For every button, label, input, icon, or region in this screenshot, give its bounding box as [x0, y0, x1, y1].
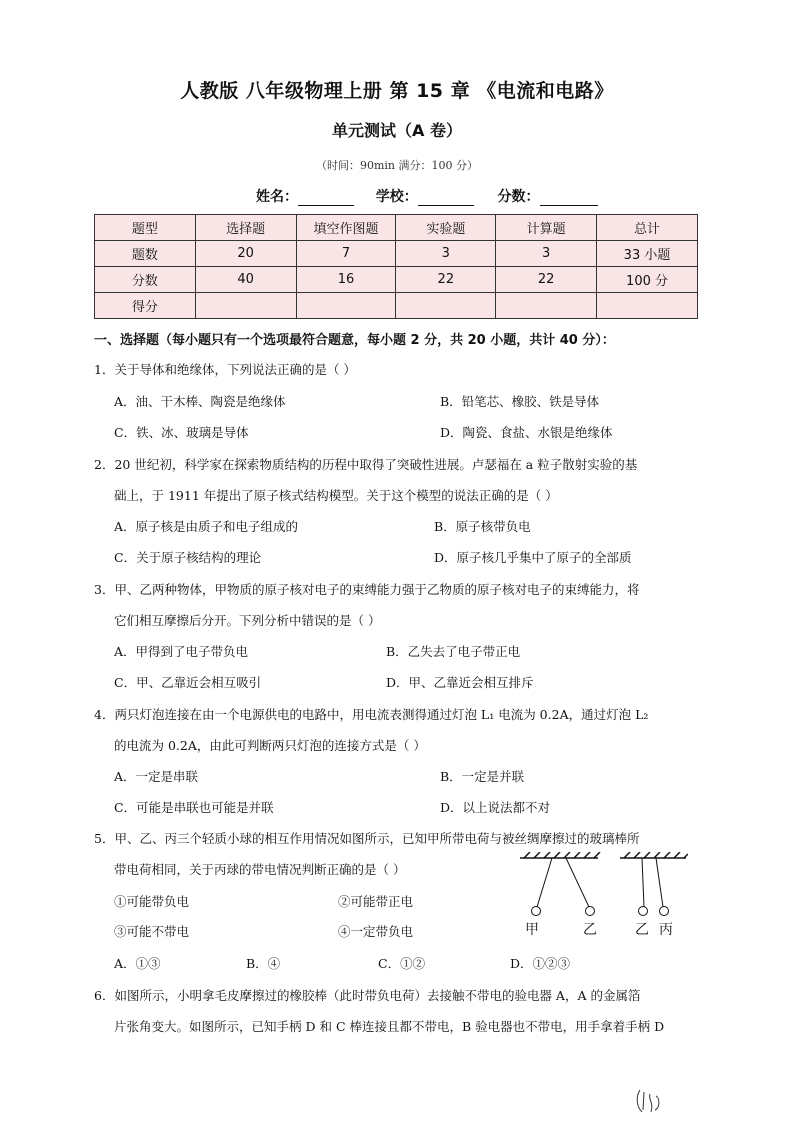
- table-row: [95, 293, 698, 319]
- table-cell: 题数: [95, 241, 196, 267]
- score-entry-cell[interactable]: [195, 293, 296, 319]
- q5-option-d[interactable]: D．①②③: [510, 956, 571, 971]
- page-subtitle: 单元测试（A 卷）: [332, 121, 462, 140]
- score-entry-cell[interactable]: [396, 293, 496, 319]
- table-cell: 分数: [95, 267, 196, 293]
- table-cell: 22: [396, 267, 496, 293]
- name-label: 姓名：: [256, 189, 298, 205]
- q4-option-a[interactable]: A．一定是串联: [114, 769, 199, 784]
- table-cell: 3: [396, 241, 496, 267]
- section-heading: 一、选择题（每小题只有一个选项最符合题意，每小题 2 分，共 20 小题，共计 40 分）：: [94, 333, 615, 348]
- page-title: 人教版 八年级物理上册 第 15 章 《电流和电路》: [180, 80, 614, 102]
- label-yi-2: 乙: [635, 922, 649, 938]
- q5-option-a[interactable]: A．①③: [114, 956, 161, 971]
- table-cell: 16: [296, 267, 396, 293]
- q1-option-b[interactable]: B．铅笔芯、橡胶、铁是导体: [440, 394, 600, 409]
- q3-option-c[interactable]: C．甲、乙靠近会相互吸引: [114, 675, 262, 690]
- score-label: 分数：: [497, 189, 540, 205]
- q3-option-d[interactable]: D．甲、乙靠近会相互排斥: [386, 675, 534, 690]
- ball-jia: [532, 907, 541, 916]
- question-3-stem: 3．甲、乙两种物体，甲物质的原子核对电子的束缚能力强于乙物质的原子核对电子的束缚能力，将: [94, 582, 640, 597]
- question-3-stem: 它们相互摩擦后分开。下列分析中错误的是（ ）: [114, 613, 381, 628]
- ball-bing: [660, 907, 669, 916]
- q4-option-c[interactable]: C．可能是串联也可能是并联: [114, 800, 274, 815]
- table-cell: 100 分: [597, 267, 698, 293]
- label-bing: 丙: [659, 922, 673, 938]
- score-entry-cell[interactable]: [296, 293, 396, 319]
- page-mark-icon: [634, 1086, 674, 1116]
- table-header-row: [95, 215, 698, 241]
- school-label: 学校：: [375, 189, 418, 205]
- question-1-stem: 1．关于导体和绝缘体，下列说法正确的是（ ）: [94, 362, 356, 377]
- question-5-stem: 带电荷相同，关于丙球的带电情况判断正确的是（ ）: [114, 862, 406, 877]
- question-4-stem: 4．两只灯泡连接在由一个电源供电的电路中，用电流表测得通过灯泡 L₁ 电流为 0.2A，通过灯泡 L₂: [94, 707, 649, 722]
- q1-option-d[interactable]: D．陶瓷、食盐、水银是绝缘体: [440, 425, 613, 440]
- q5-statement-1: ①可能带负电: [114, 894, 190, 909]
- q2-option-d[interactable]: D．原子核几乎集中了原子的全部质: [434, 550, 632, 565]
- school-blank[interactable]: [418, 191, 474, 206]
- ball-yi-2: [639, 907, 648, 916]
- q5-option-c[interactable]: C．①②: [378, 956, 426, 971]
- table-cell: 3: [496, 241, 597, 267]
- table-cell: 题型: [95, 215, 196, 241]
- thread-bing: [656, 858, 663, 907]
- q5-option-b[interactable]: B．④: [246, 956, 281, 971]
- label-jia: 甲: [525, 922, 539, 938]
- table-cell: 总计: [597, 215, 698, 241]
- q4-option-b[interactable]: B．一定是并联: [440, 769, 525, 784]
- q3-option-a[interactable]: A．甲得到了电子带负电: [114, 644, 249, 659]
- table-cell: 选择题: [195, 215, 296, 241]
- score-entry-cell[interactable]: [496, 293, 597, 319]
- student-info: [256, 186, 598, 206]
- question-6-stem: 片张角变大。如图所示，已知手柄 D 和 C 棒连接且都不带电，B 验电器也不带电，用手拿着手柄 D: [114, 1019, 665, 1034]
- table-cell: 20: [195, 241, 296, 267]
- q5-statement-3: ③可能不带电: [114, 924, 190, 939]
- table-cell: 实验题: [396, 215, 496, 241]
- q3-option-b[interactable]: B．乙失去了电子带正电: [386, 644, 521, 659]
- name-blank[interactable]: [298, 191, 354, 206]
- score-entry-cell[interactable]: [597, 293, 698, 319]
- q2-option-c[interactable]: C．关于原子核结构的理论: [114, 550, 262, 565]
- table-row: [95, 267, 698, 293]
- table-cell: 22: [496, 267, 597, 293]
- table-cell: 计算题: [496, 215, 597, 241]
- table-cell: 填空作图题: [296, 215, 396, 241]
- ball-yi: [586, 907, 595, 916]
- table-cell: 33 小题: [597, 241, 698, 267]
- q2-option-a[interactable]: A．原子核是由质子和电子组成的: [114, 519, 299, 534]
- question-2-stem: 2．20 世纪初，科学家在探索物质结构的历程中取得了突破性进展。卢瑟福在 a 粒子散射实验的基: [94, 457, 638, 472]
- thread-yi: [566, 858, 589, 907]
- q1-option-c[interactable]: C．铁、冰、玻璃是导体: [114, 425, 249, 440]
- q1-option-a[interactable]: A．油、干木棒、陶瓷是绝缘体: [114, 394, 286, 409]
- question-2-stem: 础上，于 1911 年提出了原子核式结构模型。关于这个模型的说法正确的是（ ）: [114, 488, 558, 503]
- q5-statement-4: ④一定带负电: [338, 924, 414, 939]
- thread-yi-2: [642, 858, 644, 907]
- table-cell: 7: [296, 241, 396, 267]
- table-cell: 40: [195, 267, 296, 293]
- thread-jia: [537, 858, 552, 907]
- score-blank[interactable]: [540, 191, 598, 206]
- exam-meta: （时间：90min 满分：100 分）: [315, 159, 479, 172]
- question-5-stem: 5．甲、乙、丙三个轻质小球的相互作用情况如图所示，已知甲所带电荷与被丝绸摩擦过的玻璃棒所: [94, 831, 640, 846]
- table-row: [95, 241, 698, 267]
- question-6-stem: 6．如图所示，小明拿毛皮摩擦过的橡胶棒（此时带负电荷）去接触不带电的验电器 A，A 的金属箔: [94, 988, 641, 1003]
- q4-option-d[interactable]: D．以上说法都不对: [440, 800, 551, 815]
- q2-option-b[interactable]: B．原子核带负电: [434, 519, 531, 534]
- q5-statement-2: ②可能带正电: [338, 894, 414, 909]
- table-cell: 得分: [95, 293, 196, 319]
- label-yi: 乙: [583, 922, 597, 938]
- score-table: [94, 214, 698, 319]
- question-4-stem: 的电流为 0.2A，由此可判断两只灯泡的连接方式是（ ）: [114, 738, 426, 753]
- charged-balls-figure: [518, 852, 688, 938]
